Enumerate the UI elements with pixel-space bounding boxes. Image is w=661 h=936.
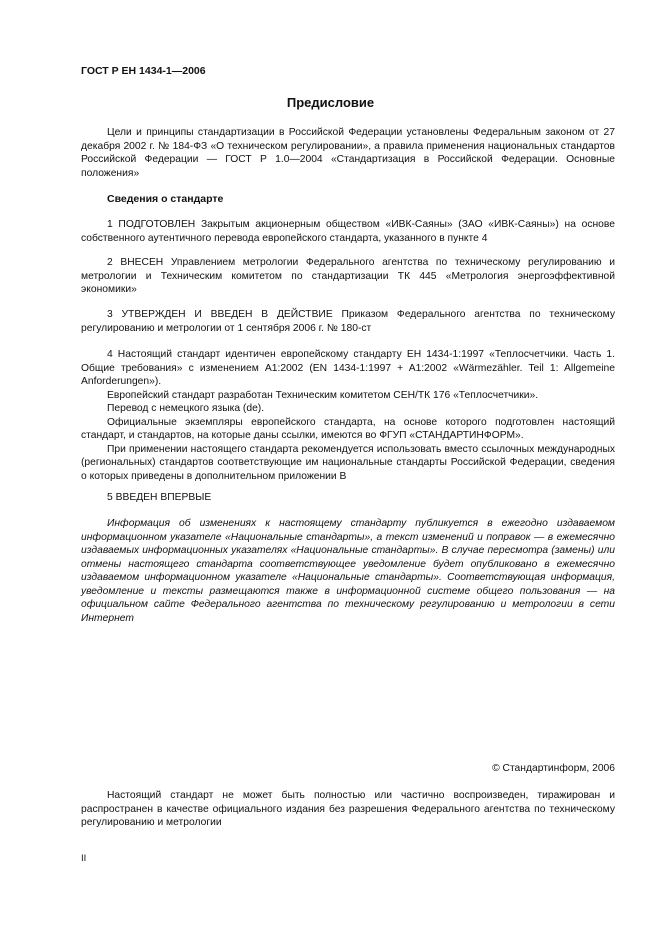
item-4-p4: Официальные экземпляры европейского стандарта, на основе которого подготовлен настоящий стандарт, и стандартов, на которые даны ссылки, имеются во ФГУП «СТАНДАРТИНФОРМ». [81,416,615,441]
standard-designation: ГОСТ Р ЕН 1434-1—2006 [81,65,206,77]
item-4-p5: При применении настоящего стандарта рекомендуется использовать вместо ссылочных международных (региональных) стандартов соответствующие им национальные стандарты Российской Федерации, сведения о которых приведены в дополнительном приложении В [81,443,615,482]
item-4-block [81,348,615,483]
intro-paragraph: Цели и принципы стандартизации в Российской Федерации установлены Федеральным законом от 27 декабря 2002 г. № 184-ФЗ «О техническом регулировании», а правила применения национальных стандартов Российской Федерации — ГОСТ Р 1.0—2004 «Стандартизация в Российской Федерации. Основные положения» [81,127,615,179]
rights-block [81,789,615,830]
page-number: II [81,853,87,864]
copyright: © Стандартинформ, 2006 [492,763,615,774]
item-2: 2 ВНЕСЕН Управлением метрологии Федерального агентства по техническому регулированию и метрологии и Техническим комитетом по стандартизации ТК 445 «Метрология энергоэффективной экономики» [81,257,615,295]
item-5-block [81,491,615,505]
item-2-block [81,256,615,297]
item-3-block [81,308,615,335]
notice-paragraph: Информация об изменениях к настоящему стандарту публикуется в ежегодно издаваемом информационном указателе «Национальные стандарты», а текст изменений и поправок — в ежемесячно издаваемых информационных указателях «Национальные стандарты». В случае пересмотра (замены) или отмены настоящего стандарта соответствующее уведомление будет опубликовано в ежемесячно издаваемом информационном указателе «Национальные стандарты». Соответствующая информация, уведомление и тексты размещаются также в информационной системе общего пользования — на официальном сайте Федерального агентства по техническому регулированию и метрологии в сети Интернет [81,518,615,624]
item-1-block [81,218,615,245]
rights-paragraph: Настоящий стандарт не может быть полностью или частично воспроизведен, тиражирован и распространен в качестве официального издания без разрешения Федерального агентства по техническому регулированию и метрологии [81,790,615,828]
item-3: 3 УТВЕРЖДЕН И ВВЕДЕН В ДЕЙСТВИЕ Приказом Федерального агентства по техническому регулированию и метрологии от 1 сентября 2006 г. № 180-ст [81,309,615,334]
item-5: 5 ВВЕДЕН ВПЕРВЫЕ [107,492,212,503]
intro-block [81,126,615,180]
item-4-p3: Перевод с немецкого языка (de). [107,403,265,414]
item-4-p2: Европейский стандарт разработан Техническим комитетом СЕН/ТК 176 «Теплосчетчики». [107,389,539,401]
page-title: Предисловие [286,95,375,110]
section-title: Сведения о стандарте [107,193,224,205]
item-4-p1: 4 Настоящий стандарт идентичен европейскому стандарту ЕН 1434-1:1997 «Теплосчетчики. Часть 1. Общие требования» с изменением А1:2002 (EN 1434-1:1997 + A1:2002 «Wärmezähler. Teil 1: Allgemeine Anforderungen»). [81,349,615,387]
item-1: 1 ПОДГОТОВЛЕН Закрытым акционерным обществом «ИВК-Саяны» (ЗАО «ИВК-Саяны») на основе собственного аутентичного перевода европейского стандарта, указанного в пункте 4 [81,219,615,244]
notice-block [81,517,615,625]
